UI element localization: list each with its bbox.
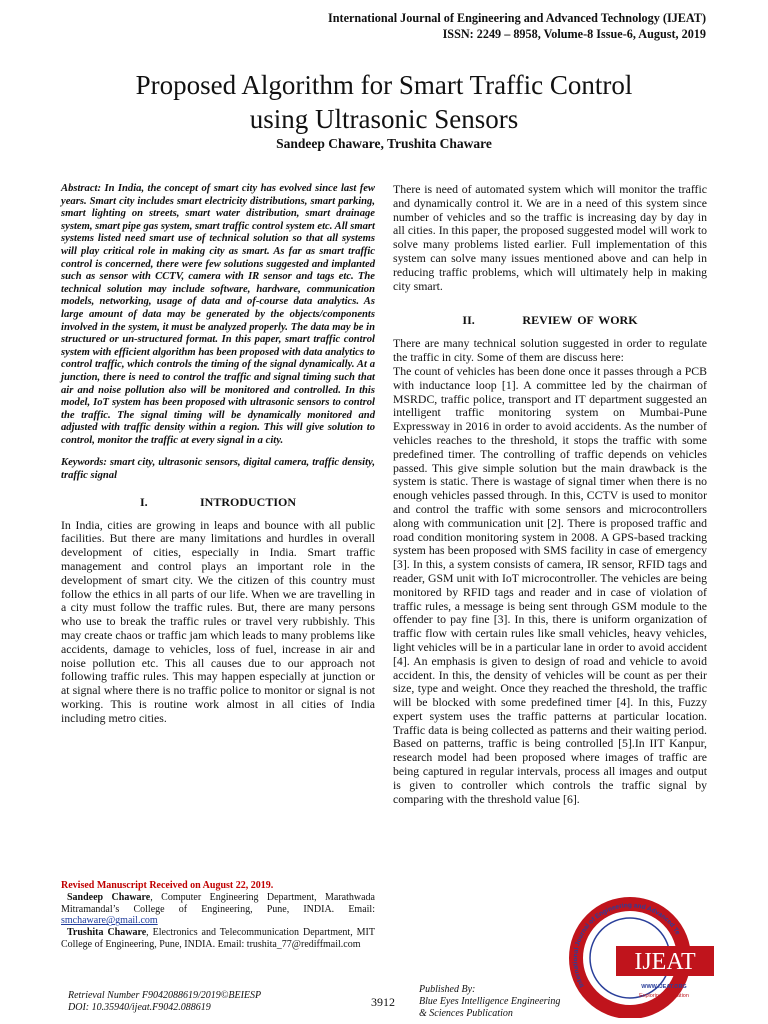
paper-authors: Sandeep Chaware, Trushita Chaware [276,136,492,151]
section-number: I. [139,494,148,509]
paper-title [40,68,728,136]
section-heading-introduction [61,495,375,510]
author-1-email-link[interactable]: smchaware@gmail.com [61,915,158,927]
footer-left [68,990,261,1014]
logo-arc-text-path: International Journal of Engineering and Advanced Te [572,902,681,989]
author-2-footnote [61,927,375,951]
section-number: II. [462,313,475,328]
ijeat-logo [566,894,718,1018]
right-column [393,183,707,806]
author-2-name: Trushita Chaware [67,927,147,939]
introduction-text: In India, cities are growing in leaps and bounce with all public facilities. But there are many limitations and hurdles in overall development of cities, especially in India. Smart traffic management and control plays an important role in the development of smart city. We the citizen of this country must follow the ethics in all parts of our life. When we are travelling in a city must follow the traffic rules. But, there are many persons who use to break the traffic rules or travel very rubbishly. This may create chaos or traffic jam which leads to many problems like accidents, damage to vehicles, loss of fuel, increase in air and noise pollution etc. This all causes due to our approach not following traffic rules. This may happen especially at junction or at signal where there is no traffic police to monitor or signal is not working. This is routine work almost in all cities of India including metro cities. [61,517,375,725]
introduction-continued-text: There is need of automated system which will monitor the traffic and dynamically control it. We are in a need of this system since number of vehicles and so the traffic is increasing day by day in all cities. In this paper, the proposed suggested model will work to solve many problems listed earlier. Full implementation of this system can solve many issues mentioned above and can help in reducing traffic problems, which will ultimately help in making city smart. [393,182,707,293]
published-by-label: Published By: [419,984,476,995]
keywords: Keywords: smart city, ultrasonic sensors, digital camera, traffic density, traffic signal [61,457,375,482]
logo-tagline: Exploring Innovation [639,993,689,999]
logo-url: WWW.IJEAT.ORG [641,984,687,990]
paper-title-line-1: Proposed Algorithm for Smart Traffic Control [135,70,633,100]
section-heading-review [393,313,707,328]
paper-title-line-2: using Ultrasonic Sensors [249,104,519,134]
footnotes [61,880,375,951]
author-2-affiliation: , Electronics and Telecommunication Department, MIT College of Engineering, Pune, INDIA. Email: trushita_77@rediffmail.com [61,927,375,950]
journal-name: International Journal of Engineering and Advanced Technology (IJEAT) [328,11,706,25]
review-intro-text: There are many technical solution suggested in order to regulate the traffic in city. Some of them are discuss here: [393,336,707,365]
journal-header [328,10,706,42]
doi: DOI: 10.35940/ijeat.F9042.088619 [68,1002,211,1013]
footer-publisher [419,984,560,1020]
publisher-line-2: & Sciences Publication [419,1008,513,1019]
section-title: REVIEW OF WORK [522,313,638,328]
author-1-name: Sandeep Chaware [67,891,151,903]
author-1-footnote [61,892,375,927]
review-text: The count of vehicles has been done once it passes through a PCB with inductance loop [1]. A committee led by the chairman of MSRDC, traffic police, transport and IT department suggested an intelligent traffic monitoring system on Mumbai-Pune Expressway in 2016 in order to avoid accidents. As the number of vehicles reaches to the threshold, it stops the traffic with some predefined timer. The controlling of traffic depends on vehicles passed. This give simple solution but the main drawback is the system is static. There is wastage of signal timer when there is no enough vehicles passed through. In this, CCTV is used to monitor and control the traffic with some sensors and microcontrollers along with communication unit [2]. There is proposed traffic and road condition monitoring system in 2008. A GPS-based tracking system has been proposed with SMS facility in case of emergency [3]. In this, a system consists of camera, IR sensor, RFID tags and reader, GSM unit with IoT microcontroller. The vehicles are being monitored by RFID tags and reader and in case of violation of traffic rules, a message is being sent through GSM module to the offender to pay fine [3]. In this, there is uniform organization of traffic flow with certain rules like small vehicles, heavy vehicles, light vehicles will be in a particular lane in order to avoid accident [4]. An emphasis is given to design of road and vehicle to avoid accident. In this, the density of vehicles will be count as per their size, type and weight. Once they reached the threshold, the traffic will be blocked with some predefined timer [4]. In this, Fuzzy expert system uses the traffic patterns at particular location. Traffic data is being collected as patterns and their waiting period. Based on patterns, traffic is being controlled [5].In IIT Kanpur, research model had been proposed where images of traffic are being captured in regular intervals, process all images and output is given to controller which controls the traffic signal by comparing with the threshold value [6]. [393,363,707,806]
logo-acronym: IJEAT [634,949,696,975]
publisher-line-1: Blue Eyes Intelligence Engineering [419,996,561,1007]
left-column [61,183,375,726]
journal-issn: ISSN: 2249 – 8958, Volume-8 Issue-6, August, 2019 [442,27,706,41]
revised-note: Revised Manuscript Received on August 22, 2019. [61,880,274,891]
author-1-affiliation: , Computer Engineering Department, Marathwada Mitramandal’s College of Engineering, Pune, INDIA. Email: [61,891,375,915]
abstract: Abstract: In India, the concept of smart city has evolved since last few years. Smart city includes smart electricity distributions, smart parking, smart lighting on streets, smart water distribution, smart drainage system, smart pipe gas system, smart traffic control system etc. All smart systems listed need smart use of technical solution so that all systems will play critical role in making city as smart. As far as smart traffic control is concerned, there were few solutions suggested and implanted such as sensor with CCTV, camera with IR sensor and tags etc. The technical solution may include software, hardware, communication models, networking, usage of data and of-course data analytics. As large amount of data may be generated by the objects/components involved in the system, it must be analyzed properly. The data may be in structured or un-structured format. In this paper, smart traffic control system with efficient algorithm has been proposed with data analytics to control traffic, which controls the timing of the signal dynamically. At a junction, there is need to control the traffic and signal timing such that air and noise pollution also will be monitored and controlled. In this model, IoT system has been proposed with ultrasonic sensors to control the traffic. The signal timing will be dynamically monitored and adjusted with traffic density within a region. This will give solution to control, monitor the traffic at every signal in a city. [61,183,375,446]
section-title: INTRODUCTION [199,494,296,509]
page-number: 3912 [371,995,395,1009]
retrieval-number: Retrieval Number F9042088619/2019©BEIESP [68,990,262,1001]
